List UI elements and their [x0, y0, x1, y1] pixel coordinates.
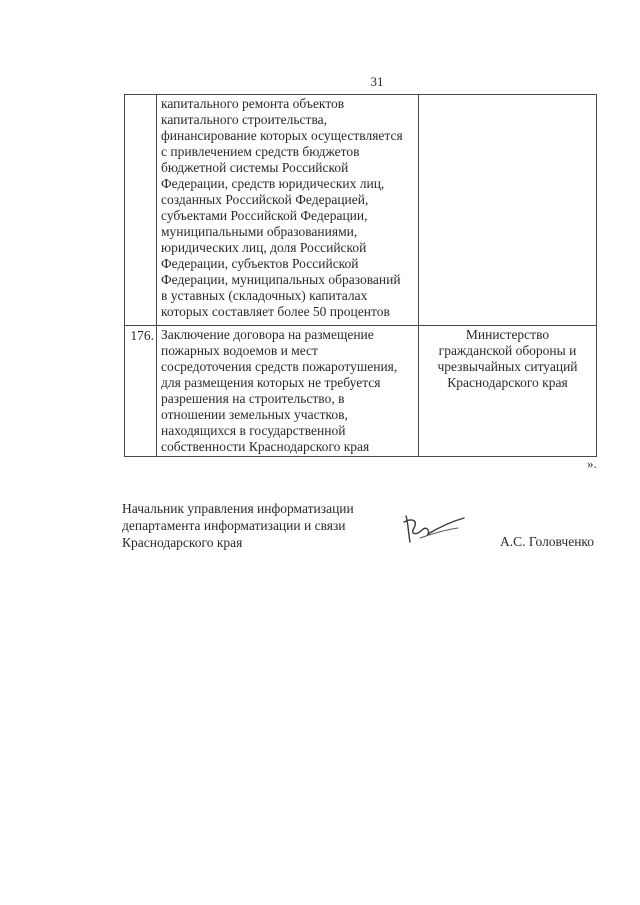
table-row [125, 326, 597, 457]
description-line: субъектами Российской Федерации, [161, 208, 368, 223]
description-line: для размещения которых не требуется [161, 375, 381, 390]
closing-quote: ». [587, 456, 597, 471]
services-table [124, 94, 597, 457]
description-line: Заключение договора на размещение [161, 327, 374, 342]
authority-cell [419, 326, 597, 457]
description-line: которых составляет более 50 процентов [161, 304, 390, 319]
description-line: юридических лиц, доля Российской [161, 240, 367, 255]
description-line: муниципальными образованиями, [161, 224, 358, 239]
row-number: 176. [130, 328, 154, 343]
authority-line: Министерство [465, 327, 550, 342]
authority-line: чрезвычайных ситуаций [437, 359, 578, 374]
signer-title-line: Краснодарского края [122, 535, 243, 550]
description-line: капитального ремонта объектов [161, 96, 345, 111]
handwritten-signature [398, 508, 468, 548]
description-line: в уставных (складочных) капиталах [161, 288, 368, 303]
row-number-cell [125, 326, 157, 457]
service-description-cell [157, 326, 419, 457]
authority-line: гражданской обороны и [438, 343, 577, 358]
signer-title-line: департамента информатизации и связи [122, 518, 346, 533]
description-line: собственности Краснодарского края [161, 439, 370, 454]
page-number: 31 [370, 74, 384, 89]
description-line: пожарных водоемов и мест [161, 343, 318, 358]
description-line: сосредоточения средств пожаротушения, [161, 359, 398, 374]
description-line: финансирование которых осуществляется [161, 128, 403, 143]
signer-title-line: Начальник управления информатизации [122, 501, 354, 516]
table-row [125, 95, 597, 326]
description-line: капитального строительства, [161, 112, 328, 127]
service-description-cell [157, 95, 419, 326]
description-line: Федерации, средств юридических лиц, [161, 176, 385, 191]
description-line: Федерации, муниципальных образований [161, 272, 401, 287]
description-line: с привлечением средств бюджетов [161, 144, 360, 159]
description-line: Федерации, субъектов Российской [161, 256, 359, 271]
authority-line: Краснодарского края [447, 375, 568, 390]
description-line: бюджетной системы Российской [161, 160, 349, 175]
description-line: отношении земельных участков, [161, 407, 348, 422]
row-number-cell [125, 95, 157, 326]
authority-cell [419, 95, 597, 326]
signer-name: А.С. Головченко [500, 534, 595, 549]
signer-title [122, 500, 354, 551]
description-line: находящихся в государственной [161, 423, 346, 438]
description-line: разрешения на строительство, в [161, 391, 345, 406]
description-line: созданных Российской Федерацией, [161, 192, 369, 207]
